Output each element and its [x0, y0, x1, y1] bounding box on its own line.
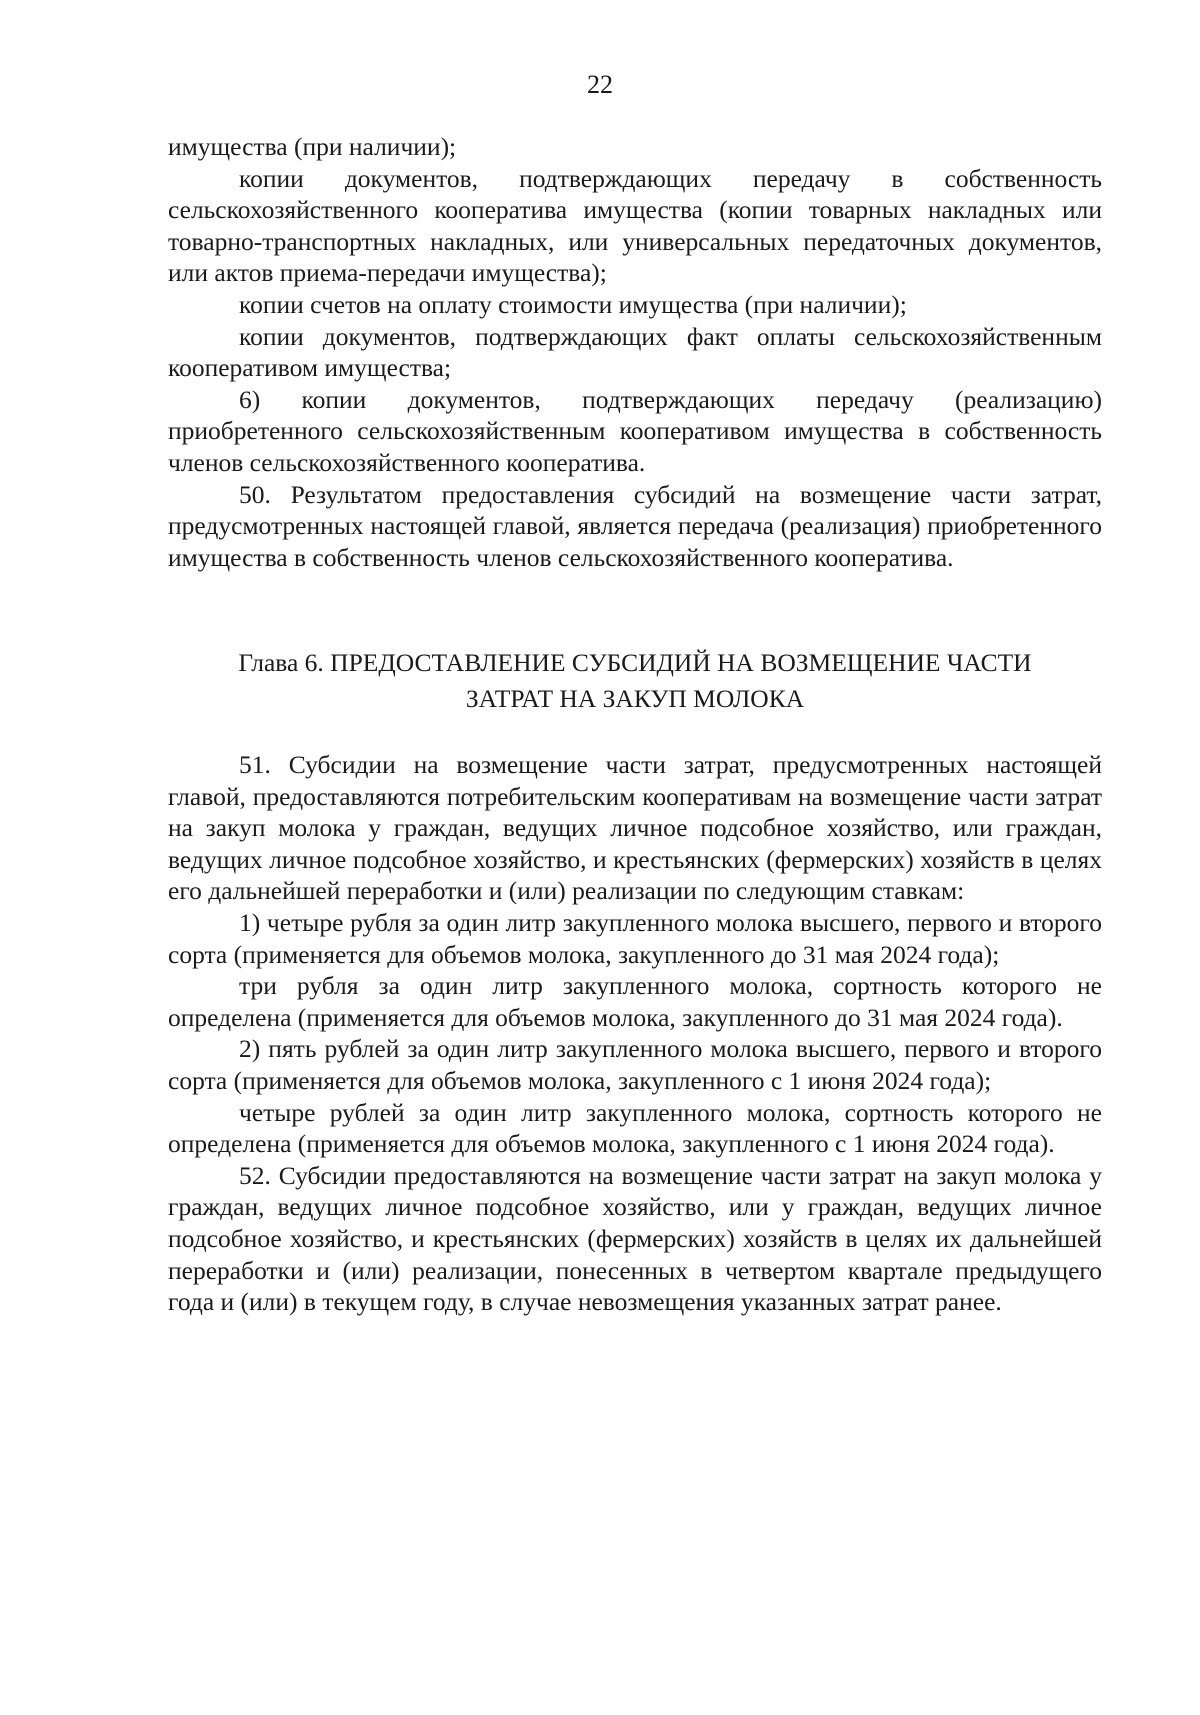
- paragraph-property-note: имущества (при наличии);: [168, 132, 457, 161]
- paragraph-rate-2: 2) пять рублей за один литр закупленного молока высшего, первого и второго сорта (применяется для объемов молока, закупленного с 1 июня 2024 года);: [168, 1034, 1102, 1095]
- paragraph-rate-2-ungraded: четыре рублей за один литр закупленного молока, сортность которого не определена (применяется для объемов молока, закупленного с 1 июня 2024 года).: [168, 1097, 1102, 1159]
- paragraph-transfer-documents: копии документов, подтверждающих передачу в собственность сельскохозяйственного кооператива имущества (копии товарных накладных или товарно-транспортных накладных, или универсальных передаточных документов, или актов приема-передачи имущества);: [168, 163, 1102, 288]
- page-number: 22: [587, 70, 613, 99]
- paragraph-item-51: 51. Субсидии на возмещение части затрат, предусмотренных настоящей главой, предоставляются потребительским кооперативам на возмещение части затрат на закуп молока у граждан, ведущих личное подсобное хозяйство, или граждан, ведущих личное подсобное хозяйство, и крестьянских (фермерских) хозяйств в целях его дальнейшей переработки и (или) реализации по следующим ставкам:: [168, 750, 1102, 906]
- paragraph-item-50: 50. Результатом предоставления субсидий на возмещение части затрат, предусмотренных настоящей главой, является передача (реализация) приобретенного имущества в собственность членов сельскохозяйственного кооператива.: [168, 479, 1102, 572]
- chapter-heading-line-2: ЗАТРАТ НА ЗАКУП МОЛОКА: [465, 684, 805, 713]
- paragraph-rate-1-ungraded: три рубля за один литр закупленного молока, сортность которого не определена (применяется для объемов молока, закупленного до 31 мая 2024 года).: [168, 971, 1102, 1032]
- section-top-text: [168, 131, 1102, 573]
- paragraph-invoice-copies: копии счетов на оплату стоимости имущества (при наличии);: [239, 289, 907, 319]
- paragraph-rate-1: 1) четыре рубля за один литр закупленного молока высшего, первого и второго сорта (применяется для объемов молока, закупленного до 31 мая 2024 года);: [168, 907, 1102, 969]
- paragraph-payment-documents: копии документов, подтверждающих факт оплаты сельскохозяйственным кооперативом имущества;: [168, 321, 1102, 383]
- paragraph-item-52: 52. Субсидии предоставляются на возмещение части затрат на закуп молока у граждан, ведущих личное подсобное хозяйство, или у граждан, ведущих личное подсобное хозяйство, и крестьянских (фермерских) хозяйств в целях их дальнейшей переработки и (или) реализации, понесенных в четвертом квартале предыдущего года и (или) в текущем году, в случае невозмещения указанных затрат ранее.: [168, 1160, 1102, 1317]
- chapter-heading: [168, 645, 1102, 717]
- paragraph-item-6: 6) копии документов, подтверждающих передачу (реализацию) приобретенного сельскохозяйственным кооперативом имущества в собственность членов сельскохозяйственного кооператива.: [168, 384, 1102, 477]
- section-bottom-text: [168, 749, 1102, 1318]
- chapter-heading-line-1: Глава 6. ПРЕДОСТАВЛЕНИЕ СУБСИДИЙ НА ВОЗМЕЩЕНИЕ ЧАСТИ: [238, 648, 1032, 677]
